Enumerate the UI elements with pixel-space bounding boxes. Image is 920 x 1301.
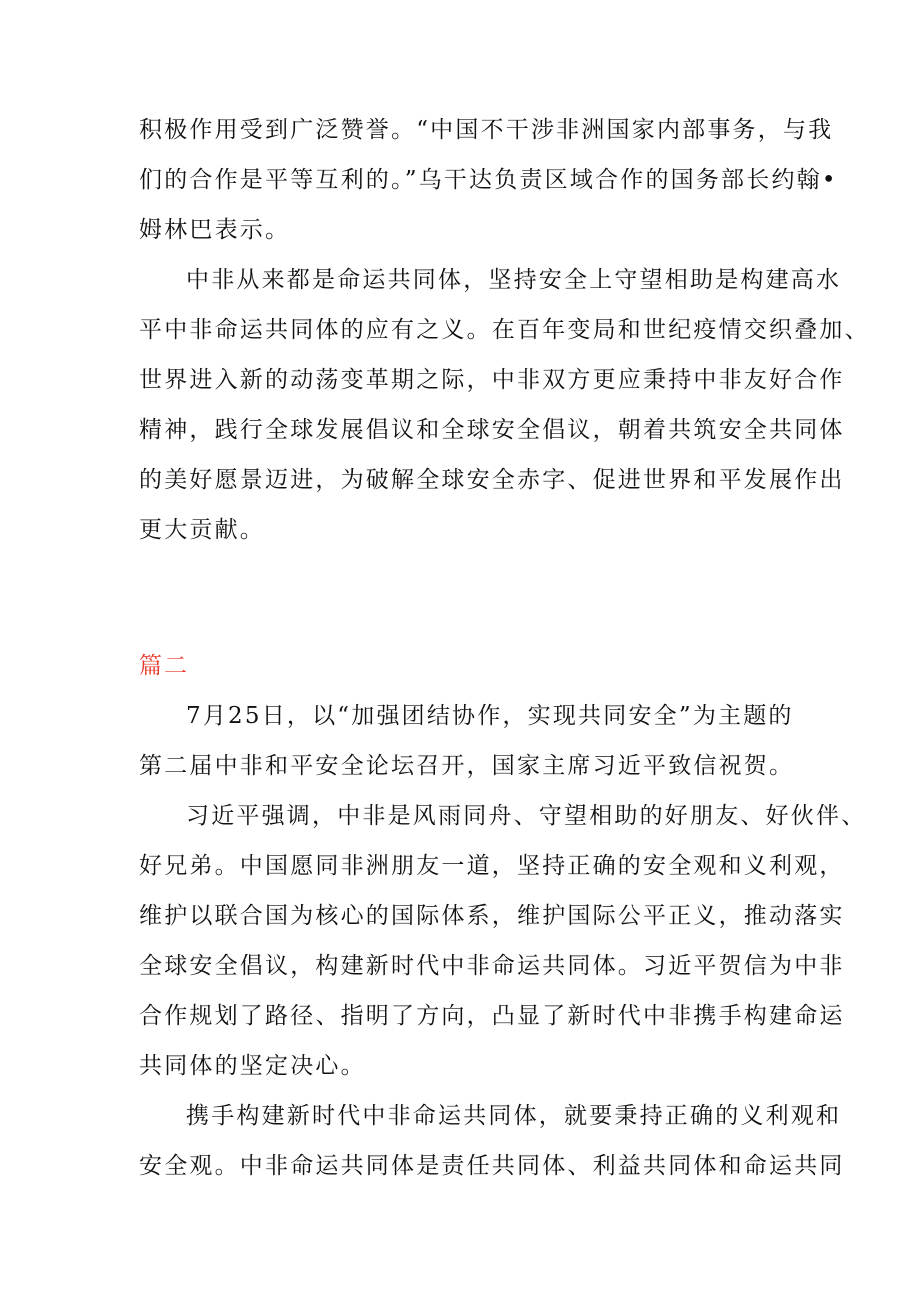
- paragraph-line: 们的合作是平等互利的。”乌干达负责区域合作的国务部长约翰•: [139, 167, 838, 193]
- paragraph-line: 合作规划了路径、指明了方向，凸显了新时代中非携手构建命运: [139, 1003, 845, 1029]
- paragraph-line: 维护以联合国为核心的国际体系，维护国际公平正义，推动落实: [139, 903, 845, 929]
- paragraph-line: 共同体的坚定决心。: [139, 1053, 366, 1079]
- section-heading: 篇二: [139, 653, 189, 679]
- paragraph-line: 更大贡献。: [139, 517, 265, 543]
- paragraph-line: 习近平强调，中非是风雨同舟、守望相助的好朋友、好伙伴、: [186, 803, 867, 829]
- paragraph-line: 7月25日，以“加强团结协作，实现共同安全”为主题的: [186, 703, 794, 729]
- paragraph-line: 全球安全倡议，构建新时代中非命运共同体。习近平贺信为中非: [139, 953, 845, 979]
- paragraph-line: 积极作用受到广泛赞誉。“中国不干涉非洲国家内部事务，与我: [139, 117, 834, 143]
- paragraph-line: 安全观。中非命运共同体是责任共同体、利益共同体和命运共同: [139, 1153, 845, 1179]
- paragraph-line: 携手构建新时代中非命运共同体，就要秉持正确的义利观和: [186, 1103, 842, 1129]
- paragraph-line: 中非从来都是命运共同体，坚持安全上守望相助是构建高水: [186, 267, 842, 293]
- paragraph-line: 好兄弟。中国愿同非洲朋友一道，坚持正确的安全观和义利观，: [139, 853, 845, 879]
- paragraph-line: 姆林巴表示。: [139, 217, 291, 243]
- paragraph-line: 平中非命运共同体的应有之义。在百年变局和世纪疫情交织叠加、: [139, 317, 870, 343]
- paragraph-line: 第二届中非和平安全论坛召开，国家主席习近平致信祝贺。: [139, 753, 795, 779]
- paragraph-line: 精神，践行全球发展倡议和全球安全倡议，朝着共筑安全共同体: [139, 417, 845, 443]
- paragraph-line: 世界进入新的动荡变革期之际，中非双方更应秉持中非友好合作: [139, 367, 845, 393]
- paragraph-line: 的美好愿景迈进，为破解全球安全赤字、促进世界和平发展作出: [139, 467, 845, 493]
